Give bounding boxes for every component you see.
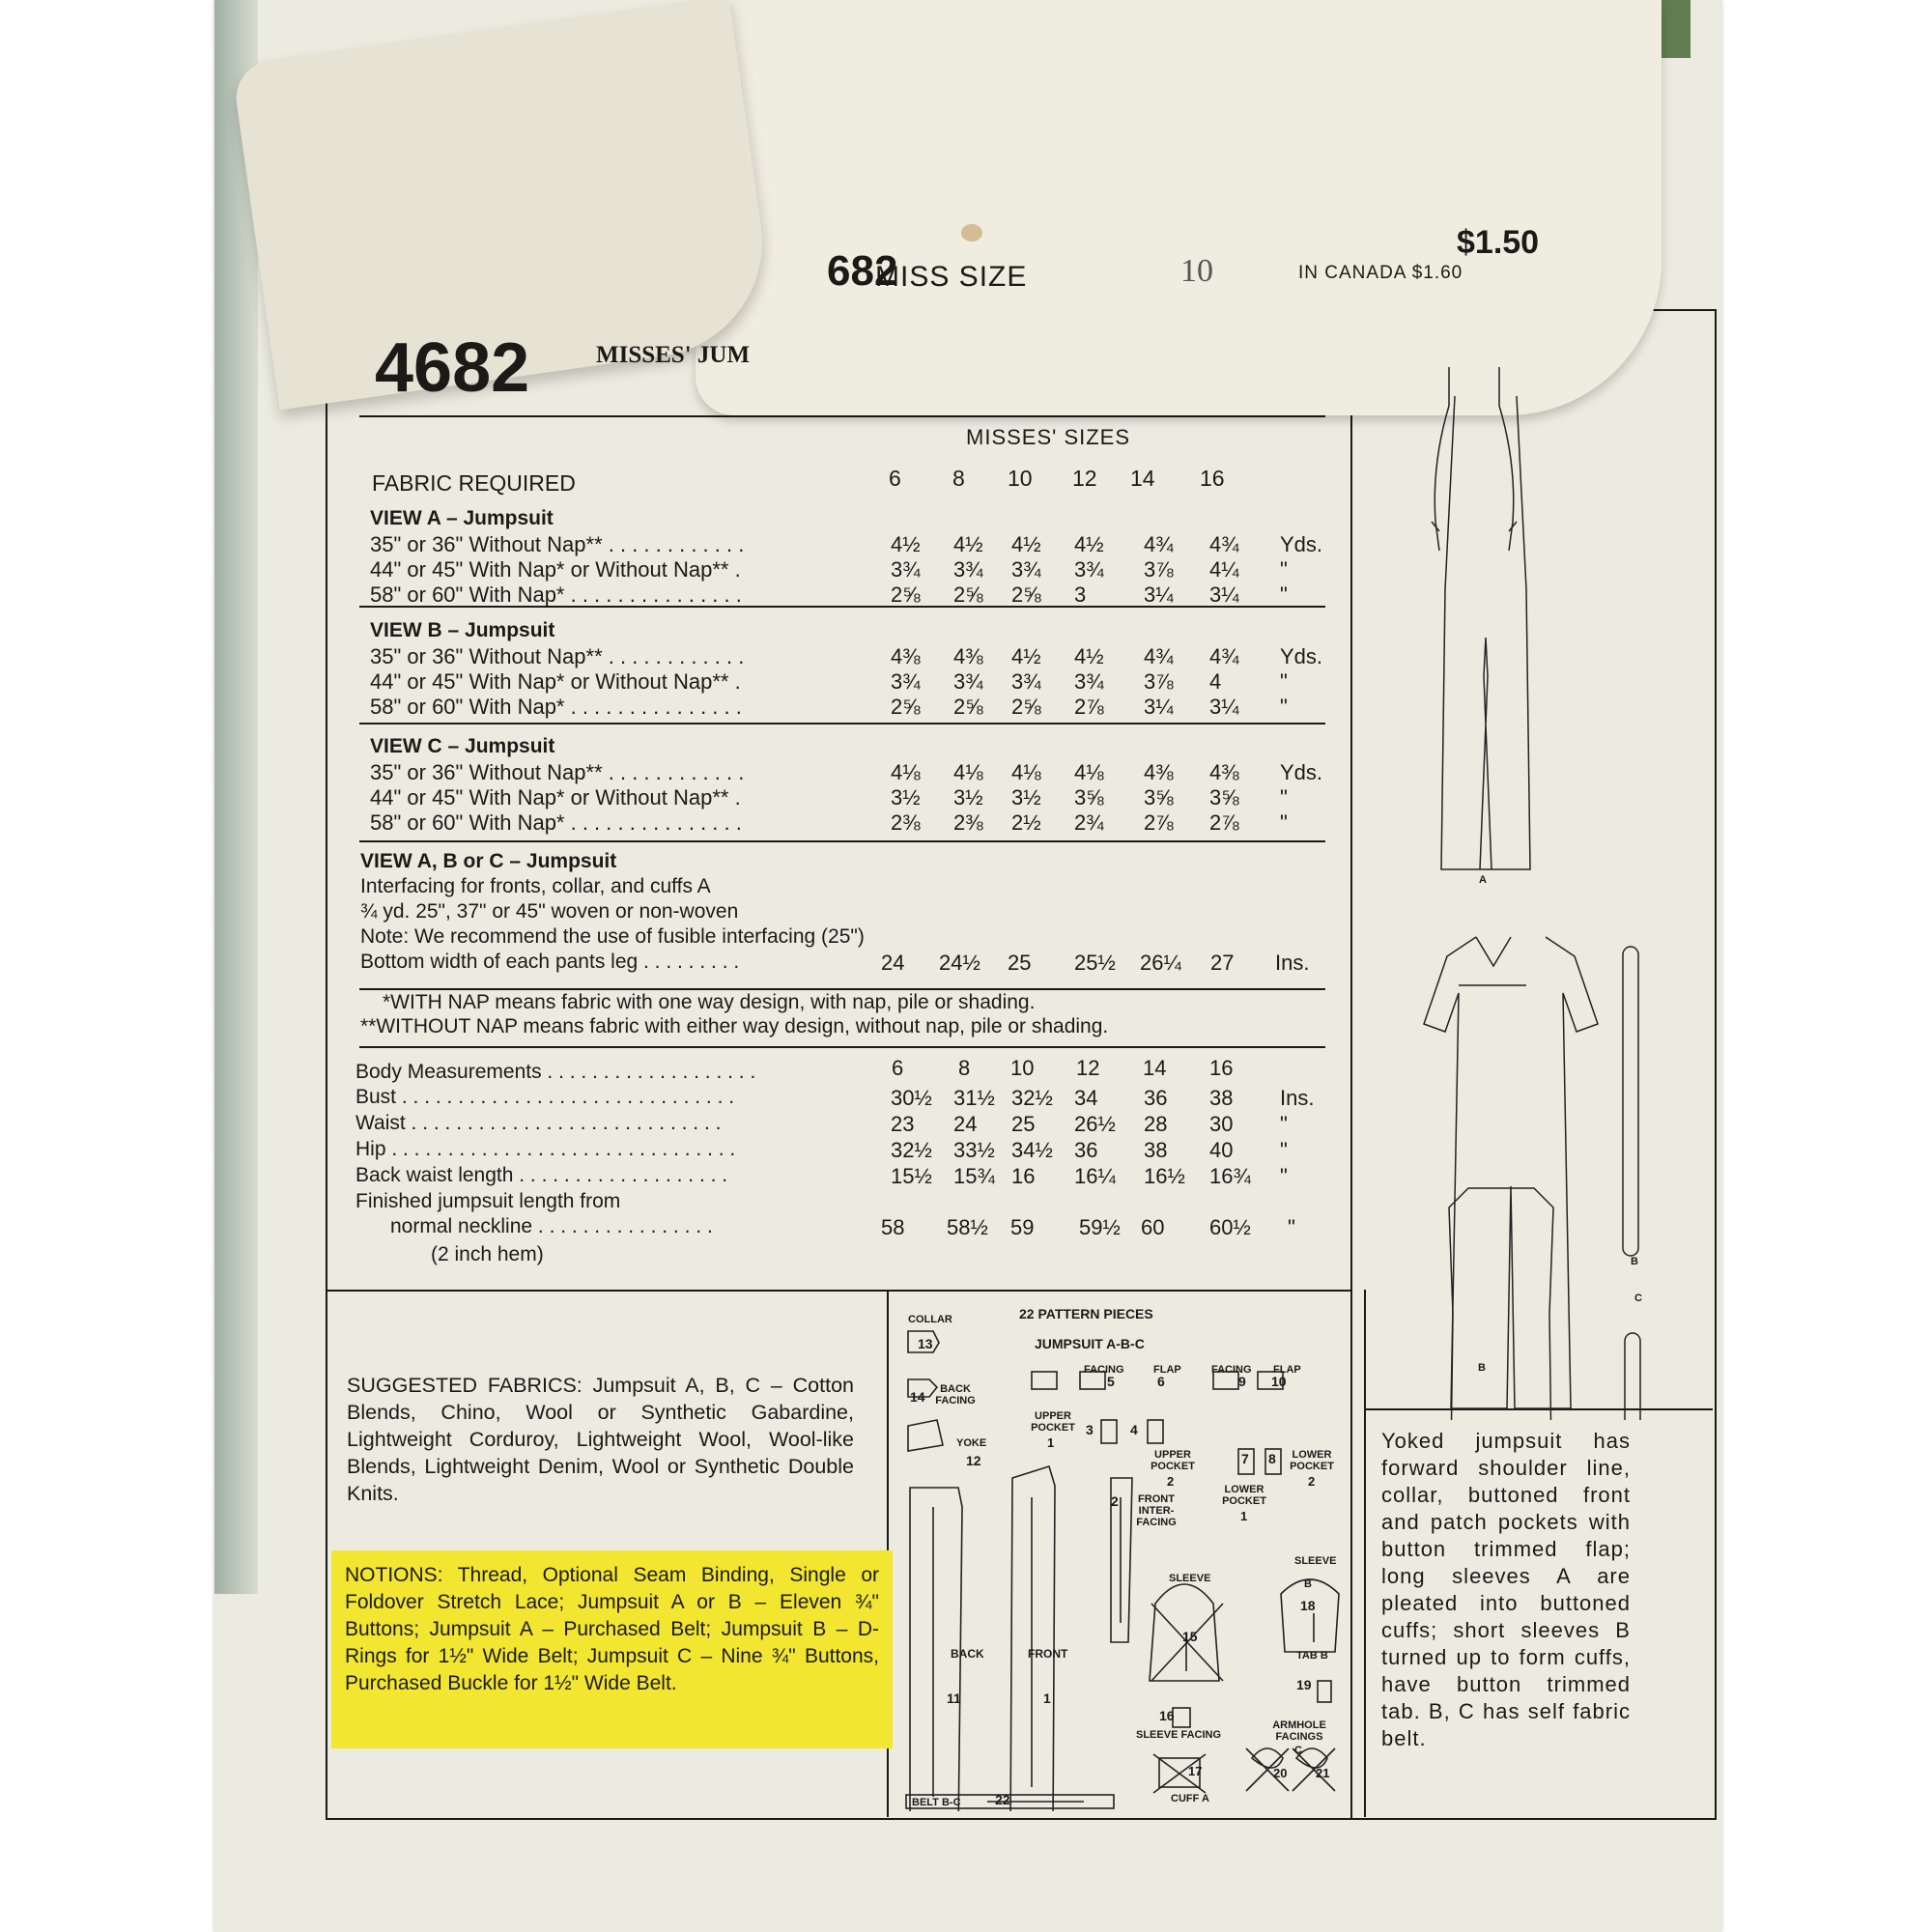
view_a-value: 3¾ xyxy=(1074,557,1104,582)
view_a-value: 2⅝ xyxy=(1011,582,1041,607)
view-b-jumpsuit xyxy=(1424,937,1598,1408)
view_c-value: 4⅜ xyxy=(1209,760,1239,784)
view_a-value: 2⅝ xyxy=(953,582,983,607)
pattern-pieces-title: 22 PATTERN PIECES xyxy=(1019,1306,1153,1321)
view-c-row-label: 35" or 36" Without Nap** . . . . . . . . . . . . xyxy=(370,760,745,784)
view-c-row-label: 44" or 45" With Nap* or Without Nap** . xyxy=(370,785,741,810)
view_b-value: 3¼ xyxy=(1144,695,1174,719)
view_b-value: 4⅜ xyxy=(953,644,983,668)
view_a-value: 3¾ xyxy=(891,557,921,582)
flap-6-label: FLAP xyxy=(1153,1364,1181,1376)
view_b-unit: " xyxy=(1280,669,1288,694)
view_b-value: 4¾ xyxy=(1144,644,1174,668)
view_a-value: 3⅞ xyxy=(1144,557,1174,582)
sizes-title: MISSES' SIZES xyxy=(966,425,1131,449)
cuff-number: 17 xyxy=(1188,1764,1203,1778)
front-interfacing-label: FRONT INTER- FACING xyxy=(1136,1493,1177,1528)
body-value: 16 xyxy=(1011,1164,1036,1188)
body-value: 33½ xyxy=(953,1138,995,1162)
without-nap-note: **WITHOUT NAP means fabric with either way design, without nap, pile or shading. xyxy=(360,1015,1109,1037)
body-row-label: Waist . . . . . . . . . . . . . . . . . . . . . . . . . . . . xyxy=(355,1112,722,1134)
front-number: 1 xyxy=(1043,1690,1051,1706)
view_b-value: 3¾ xyxy=(953,669,983,694)
bottom-width-value: 27 xyxy=(1210,951,1235,975)
finished-length-label: Finished jumpsuit length from xyxy=(355,1190,621,1212)
view_c-unit: " xyxy=(1280,785,1288,810)
envelope-edge xyxy=(214,0,258,1594)
body-value: 16¼ xyxy=(1074,1164,1116,1188)
facing-5-number: 5 xyxy=(1107,1374,1115,1389)
view_b-unit: " xyxy=(1280,695,1288,719)
view_b-value: 4⅜ xyxy=(891,644,921,668)
belt-number: 22 xyxy=(995,1792,1010,1807)
view_a-value: 3¾ xyxy=(1011,557,1041,582)
view_c-value: 2½ xyxy=(1011,810,1041,835)
bottom-width-value: 24 xyxy=(881,951,905,975)
facing-5-label: FACING xyxy=(1084,1364,1124,1376)
pocket-3-piece xyxy=(1101,1420,1117,1443)
view-a-row-label: 58" or 60" With Nap* . . . . . . . . . . . . . . . xyxy=(370,582,742,607)
back-facing-number: 14 xyxy=(910,1389,925,1405)
finished-length-value: 60½ xyxy=(1209,1215,1251,1239)
illustration-label-b: B xyxy=(1478,1362,1486,1374)
view_a-unit: Yds. xyxy=(1280,532,1323,556)
body-value: 30 xyxy=(1209,1112,1234,1136)
armhole-facings-label: ARMHOLE FACINGS xyxy=(1272,1719,1326,1743)
body-row-label: Hip . . . . . . . . . . . . . . . . . . . . . . . . . . . . . . . xyxy=(355,1138,736,1160)
pattern-title: MISSES' JUM xyxy=(596,342,751,368)
body-measurements-title: Body Measurements . . . . . . . . . . . . . . . . . . . xyxy=(355,1061,756,1083)
body-value: 34½ xyxy=(1011,1138,1053,1162)
pocket-4-piece xyxy=(1148,1420,1163,1443)
interfacing-line: Interfacing for fronts, collar, and cuffs A xyxy=(360,875,711,897)
view_c-unit: " xyxy=(1280,810,1288,835)
body-row-label: Bust . . . . . . . . . . . . . . . . . . . . . . . . . . . . . . xyxy=(355,1086,735,1108)
bottom-width-unit: Ins. xyxy=(1275,951,1310,975)
yoke-label: YOKE xyxy=(956,1437,987,1449)
size-header: 12 xyxy=(1072,466,1097,491)
notions-text: NOTIONS: Thread, Optional Seam Binding, Single or Foldover Stretch Lace; Jumpsuit A or B – Eleven ¾" Buttons; Jumpsuit A – Purchased Belt; Jumpsuit B – D-Rings for 1½" Wide Belt; Jumpsuit C – Nine ¾" Buttons, Purchased Buckle for 1½" Wide Belt. xyxy=(345,1564,879,1694)
view_c-value: 3⅝ xyxy=(1144,785,1174,810)
sleeve-facing-number: 16 xyxy=(1159,1708,1175,1723)
body-value: 23 xyxy=(891,1112,915,1136)
view_b-unit: Yds. xyxy=(1280,644,1323,668)
view_b-value: 2⅝ xyxy=(953,695,983,719)
finished-length-unit: " xyxy=(1288,1215,1295,1239)
lower-pocket-1-number: 1 xyxy=(1240,1509,1248,1523)
body-value: 16½ xyxy=(1144,1164,1185,1188)
lower-pocket-1-label: LOWER POCKET xyxy=(1222,1484,1266,1507)
body-value: 28 xyxy=(1144,1112,1168,1136)
body-value: 38 xyxy=(1209,1086,1234,1110)
upper-pocket-2-number: 2 xyxy=(1167,1474,1175,1489)
sleeve-15-label: SLEEVE xyxy=(1169,1573,1211,1584)
view-c-row-label: 58" or 60" With Nap* . . . . . . . . . . . . . . . xyxy=(370,810,742,835)
pocket-7-number: 7 xyxy=(1241,1451,1249,1466)
canada-price: IN CANADA $1.60 xyxy=(1298,263,1463,283)
body-value: 40 xyxy=(1209,1138,1234,1162)
pocket-4-number: 4 xyxy=(1130,1422,1138,1437)
view_c-value: 3½ xyxy=(891,785,921,810)
pocket-3-number: 3 xyxy=(1086,1422,1094,1437)
body-size-header: 14 xyxy=(1143,1056,1167,1080)
belt-b xyxy=(1623,947,1638,1256)
collar-number: 13 xyxy=(918,1336,933,1351)
fabric-required-label: FABRIC REQUIRED xyxy=(372,470,576,496)
body-value: 32½ xyxy=(1011,1086,1053,1110)
body-value: 15½ xyxy=(891,1164,932,1188)
pocket-8-number: 8 xyxy=(1268,1451,1276,1466)
body-value: 25 xyxy=(1011,1112,1036,1136)
view_a-value: 3¾ xyxy=(953,557,983,582)
finished-length-value: 59 xyxy=(1010,1215,1035,1239)
body-value: 38 xyxy=(1144,1138,1168,1162)
view_a-value: 4¾ xyxy=(1144,532,1174,556)
price: $1.50 xyxy=(1457,224,1540,261)
view-a-row-label: 44" or 45" With Nap* or Without Nap** . xyxy=(370,557,741,582)
view_a-value: 2⅝ xyxy=(891,582,921,607)
hem-note: (2 inch hem) xyxy=(431,1243,544,1265)
view-b-row-label: 44" or 45" With Nap* or Without Nap** . xyxy=(370,669,741,694)
armhole-facings-sub: C xyxy=(1294,1745,1302,1756)
view_c-value: 4⅜ xyxy=(1144,760,1174,784)
body-value: 16¾ xyxy=(1209,1164,1251,1188)
facing-9-label: FACING xyxy=(1211,1364,1252,1376)
illustration-label-a: A xyxy=(1479,874,1487,886)
view_c-value: 3⅝ xyxy=(1074,785,1104,810)
view_b-value: 3¾ xyxy=(1011,669,1041,694)
armhole-21-number: 21 xyxy=(1316,1766,1330,1780)
view-a-title: VIEW A – Jumpsuit xyxy=(370,507,554,529)
view_c-value: 3⅝ xyxy=(1209,785,1239,810)
back-facing-label: BACK FACING xyxy=(935,1383,976,1406)
finished-length-value: 59½ xyxy=(1079,1215,1121,1239)
body-unit: " xyxy=(1280,1112,1288,1136)
upper-pocket-2-label: UPPER POCKET xyxy=(1151,1449,1195,1472)
view_a-value: 4¼ xyxy=(1209,557,1239,582)
interfacing-yardage: ¾ yd. 25", 37" or 45" woven or non-woven xyxy=(360,900,739,923)
size-header: 8 xyxy=(952,466,965,491)
sleeve-facing-piece xyxy=(1173,1708,1190,1727)
view-c-title: VIEW C – Jumpsuit xyxy=(370,735,555,757)
suggested-fabrics: SUGGESTED FABRICS: Jumpsuit A, B, C – Cotton Blends, Chino, Wool or Synthetic Gabardine, Lightweight Corduroy, Lightweight Wool, Wool-like Blends, Lightweight Denim, Wool or Synthetic Double Knits. xyxy=(347,1374,854,1505)
view-b-yoke xyxy=(1459,937,1526,985)
body-value: 34 xyxy=(1074,1086,1098,1110)
cuff-label: CUFF A xyxy=(1171,1793,1209,1804)
back-number: 11 xyxy=(947,1690,961,1706)
upper-pocket-1-label: UPPER POCKET xyxy=(1031,1410,1075,1434)
size-header: 14 xyxy=(1130,466,1155,491)
interfacing-note: Note: We recommend the use of fusible interfacing (25") xyxy=(360,925,865,948)
body-value: 15¾ xyxy=(953,1164,995,1188)
body-size-header: 10 xyxy=(1010,1056,1035,1080)
size-header: 16 xyxy=(1200,466,1225,491)
body-size-header: 16 xyxy=(1209,1056,1234,1080)
back-label: BACK xyxy=(951,1647,984,1661)
flap-10-label: FLAP xyxy=(1273,1364,1301,1376)
view_c-value: 3½ xyxy=(1011,785,1041,810)
body-value: 30½ xyxy=(891,1086,932,1110)
rule-body xyxy=(359,1046,1325,1048)
miss-size-label: MISS SIZE xyxy=(875,261,1028,293)
view-a-jumpsuit xyxy=(1441,396,1530,869)
tab-number: 19 xyxy=(1296,1677,1312,1692)
yoke-number: 12 xyxy=(966,1453,981,1468)
view_b-value: 2⅝ xyxy=(1011,695,1041,719)
view_c-value: 2⅜ xyxy=(953,810,983,835)
view-b-row-label: 58" or 60" With Nap* . . . . . . . . . . . . . . . xyxy=(370,695,742,719)
sleeve-18-number: 18 xyxy=(1300,1598,1316,1613)
finished-length-value: 60 xyxy=(1141,1215,1165,1239)
view_b-value: 3¾ xyxy=(891,669,921,694)
bottom-width-value: 24½ xyxy=(939,951,980,975)
view-a-row-label: 35" or 36" Without Nap** . . . . . . . . . . . . xyxy=(370,532,745,556)
illustration-label-belt-c: C xyxy=(1634,1293,1642,1304)
body-size-header: 8 xyxy=(958,1056,971,1080)
view_a-value: 3 xyxy=(1074,582,1087,607)
view_c-value: 4⅛ xyxy=(891,760,921,784)
view_a-value: 4½ xyxy=(953,532,983,556)
sleeve-facing-label: SLEEVE FACING xyxy=(1136,1729,1222,1741)
view-b-title: VIEW B – Jumpsuit xyxy=(370,619,555,641)
view-abc-title: VIEW A, B or C – Jumpsuit xyxy=(360,850,617,872)
rule-sizes xyxy=(359,415,1325,417)
finished-length-value: 58 xyxy=(881,1215,905,1239)
bottom-width-value: 25½ xyxy=(1074,951,1116,975)
piece-2-number: 2 xyxy=(1111,1493,1119,1509)
view_a-value: 4¾ xyxy=(1209,532,1239,556)
view_b-value: 4 xyxy=(1209,669,1222,694)
front-label: FRONT xyxy=(1028,1647,1068,1661)
view_c-value: 2⅜ xyxy=(891,810,921,835)
bottom-width-value: 25 xyxy=(1008,951,1032,975)
view_b-value: 3⅞ xyxy=(1144,669,1174,694)
envelope-flap[interactable] xyxy=(696,0,1662,415)
sleeve-18-sub: B xyxy=(1304,1578,1312,1590)
view_c-value: 2⅞ xyxy=(1144,810,1174,835)
collar-label: COLLAR xyxy=(908,1314,952,1325)
body-unit: " xyxy=(1280,1164,1288,1188)
tab-piece xyxy=(1318,1681,1331,1702)
view_c-value: 3½ xyxy=(953,785,983,810)
belt-label: BELT B-C xyxy=(912,1797,961,1808)
pattern-number-fragment: 682 xyxy=(827,247,898,295)
finished-length-value: 58½ xyxy=(947,1215,988,1239)
view_b-value: 4½ xyxy=(1011,644,1041,668)
facing-5-piece xyxy=(1032,1372,1057,1389)
body-value: 36 xyxy=(1144,1086,1168,1110)
view_a-value: 4½ xyxy=(1011,532,1041,556)
view_c-value: 4⅛ xyxy=(1011,760,1041,784)
view-a-sleeves xyxy=(1435,367,1513,551)
body-value: 24 xyxy=(953,1112,978,1136)
view_a-value: 3¼ xyxy=(1144,582,1174,607)
view_c-value: 2¾ xyxy=(1074,810,1104,835)
view_a-unit: " xyxy=(1280,557,1288,582)
pattern-pieces-subtitle: JUMPSUIT A-B-C xyxy=(1035,1336,1145,1351)
view_c-value: 4⅛ xyxy=(953,760,983,784)
view_c-value: 2⅞ xyxy=(1209,810,1239,835)
body-value: 32½ xyxy=(891,1138,932,1162)
with-nap-note: *WITH NAP means fabric with one way design, with nap, pile or shading. xyxy=(383,991,1036,1013)
stain-mark xyxy=(961,224,982,242)
flap-10-number: 10 xyxy=(1271,1374,1287,1389)
bottom-width-value: 26¼ xyxy=(1140,951,1181,975)
rule-view-c xyxy=(359,723,1325,724)
bottom-section-divider xyxy=(326,1290,1351,1292)
armhole-20-number: 20 xyxy=(1273,1766,1288,1780)
rule-view-abc xyxy=(359,840,1325,842)
lower-pocket-2-label: LOWER POCKET xyxy=(1290,1449,1334,1472)
pattern-number: 4682 xyxy=(375,329,530,407)
lower-pocket-2-number: 2 xyxy=(1308,1474,1316,1489)
body-value: 31½ xyxy=(953,1086,995,1110)
finished-length-label-2: normal neckline . . . . . . . . . . . . . . . . xyxy=(390,1215,713,1237)
bottom-width-label: Bottom width of each pants leg . . . . . . . . . xyxy=(360,951,740,973)
view_b-value: 4½ xyxy=(1074,644,1104,668)
view_a-value: 4½ xyxy=(891,532,921,556)
view_a-value: 3¼ xyxy=(1209,582,1239,607)
rule-nap xyxy=(359,988,1325,990)
front-piece xyxy=(1010,1466,1055,1811)
view_b-value: 2⅝ xyxy=(891,695,921,719)
pattern-description: Yoked jumpsuit has forward shoulder line, collar, buttoned front and patch pockets with button trimmed flap; long sleeves A are pleated into buttoned cuffs; short sleeves B turned up to form cuffs, have button trimmed tab. B, C has self fabric belt. xyxy=(1381,1429,1631,1750)
facing-9-number: 9 xyxy=(1238,1374,1246,1389)
illustration-label-belt-b: B xyxy=(1631,1256,1638,1267)
view_a-unit: " xyxy=(1280,582,1288,607)
sleeve-18-piece xyxy=(1281,1579,1339,1652)
body-value: 26½ xyxy=(1074,1112,1116,1136)
view_a-value: 4½ xyxy=(1074,532,1104,556)
sleeve-15-number: 15 xyxy=(1182,1629,1198,1644)
body-size-header: 6 xyxy=(892,1056,904,1080)
belt-c xyxy=(1625,1333,1640,1420)
view-c-jumpsuit xyxy=(1445,1188,1557,1420)
body-unit: Ins. xyxy=(1280,1086,1315,1110)
size-header: 10 xyxy=(1008,466,1033,491)
sleeve-18-label: SLEEVE xyxy=(1294,1555,1337,1567)
view_b-value: 3¾ xyxy=(1074,669,1104,694)
view_b-value: 3¼ xyxy=(1209,695,1239,719)
view_b-value: 2⅞ xyxy=(1074,695,1104,719)
body-row-label: Back waist length . . . . . . . . . . . . . . . . . . . xyxy=(355,1164,728,1186)
tab-label: TAB B xyxy=(1296,1650,1328,1662)
flap-6-number: 6 xyxy=(1157,1374,1165,1389)
upper-pocket-1-number: 1 xyxy=(1047,1435,1055,1450)
view_c-value: 4⅛ xyxy=(1074,760,1104,784)
body-value: 36 xyxy=(1074,1138,1098,1162)
yoke-piece xyxy=(908,1420,943,1451)
view_c-unit: Yds. xyxy=(1280,760,1323,784)
size-header: 6 xyxy=(889,466,901,491)
view-b-row-label: 35" or 36" Without Nap** . . . . . . . . . . . . xyxy=(370,644,745,668)
notions-box xyxy=(331,1550,893,1748)
size-value: 10 xyxy=(1180,253,1213,289)
body-size-header: 12 xyxy=(1076,1056,1100,1080)
body-unit: " xyxy=(1280,1138,1288,1162)
view_b-value: 4¾ xyxy=(1209,644,1239,668)
